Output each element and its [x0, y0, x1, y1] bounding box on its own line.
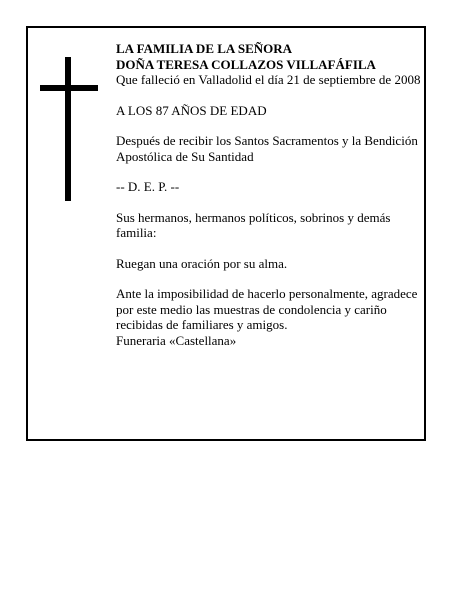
obituary-notice — [26, 26, 426, 441]
death-info: Que falleció en Valladolid el día 21 de septiembre de 2008 — [116, 72, 421, 87]
heading-family: LA FAMILIA DE LA SEÑORA — [116, 41, 293, 56]
cross-icon — [40, 57, 98, 201]
sacraments-line: Después de recibir los Santos Sacramentos y la Bendición Apostólica de Su Santidad — [116, 133, 418, 164]
cross-horizontal-bar — [40, 85, 98, 91]
cross-vertical-bar — [65, 57, 71, 201]
age-line: A LOS 87 AÑOS DE EDAD — [116, 102, 267, 118]
prayer-line: Ruegan una oración por su alma. — [116, 255, 288, 271]
notice-text — [116, 41, 422, 348]
family-line: Sus hermanos, hermanos políticos, sobrinos y demás familia: — [116, 209, 391, 240]
thanks-line: Ante la imposibilidad de hacerlo personalmente, agradece por este medio las muestras de condolencia y cariño recibidas de familiares y amigos. — [116, 286, 418, 332]
heading-deceased-name: DOÑA TERESA COLLAZOS VILLAFÁFILA — [116, 56, 376, 72]
rip-line: -- D. E. P. -- — [116, 179, 180, 194]
funeral-home-line: Funeraria «Castellana» — [116, 332, 237, 348]
